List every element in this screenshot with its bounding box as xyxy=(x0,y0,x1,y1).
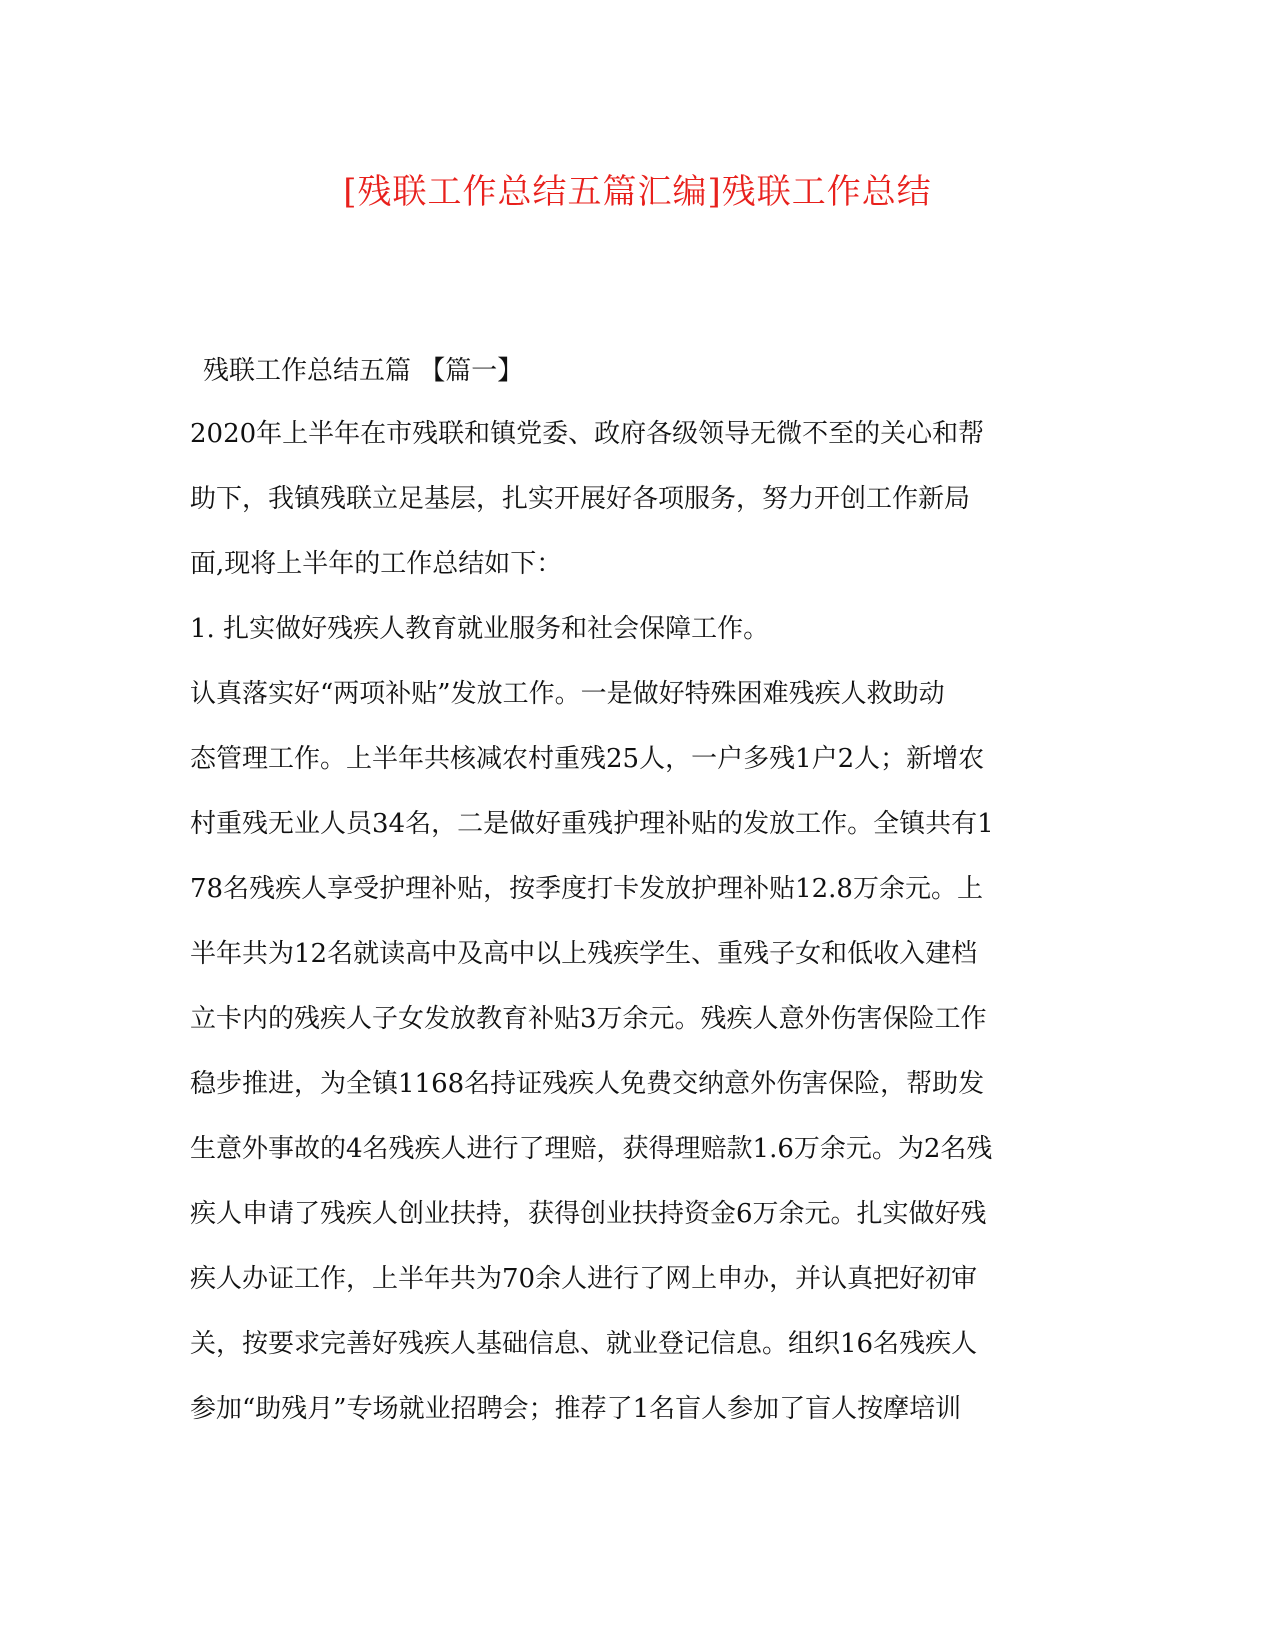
body-line: 78名残疾人享受护理补贴，按季度打卡发放护理补贴12.8万余元。上 xyxy=(190,874,983,904)
body-line: 半年共为12名就读高中及高中以上残疾学生、重残子女和低收入建档 xyxy=(190,939,978,969)
body-text xyxy=(190,417,1080,1457)
body-line: 参加“助残月”专场就业招聘会；推荐了1名盲人参加了盲人按摩培训 xyxy=(190,1394,962,1424)
body-line: 立卡内的残疾人子女发放教育补贴3万余元。残疾人意外伤害保险工作 xyxy=(190,1004,987,1034)
body-line: 面,现将上半年的工作总结如下： xyxy=(190,549,563,579)
body-line: 2020年上半年在市残联和镇党委、政府各级领导无微不至的关心和帮 xyxy=(190,419,985,449)
body-line: 关，按要求完善好残疾人基础信息、就业登记信息。组织16名残疾人 xyxy=(190,1329,978,1359)
body-line: 认真落实好“两项补贴”发放工作。一是做好特殊困难残疾人救助动 xyxy=(190,679,945,709)
body-line: 村重残无业人员34名，二是做好重残护理补贴的发放工作。全镇共有1 xyxy=(190,809,994,839)
document-title: [残联工作总结五篇汇编]残联工作总结 xyxy=(343,172,932,212)
body-line: 态管理工作。上半年共核减农村重残25人，一户多残1户2人；新增农 xyxy=(190,744,985,774)
body-line: 疾人办证工作，上半年共为70余人进行了网上申办，并认真把好初审 xyxy=(190,1264,978,1294)
body-line: 助下，我镇残联立足基层，扎实开展好各项服务，努力开创工作新局 xyxy=(190,484,971,514)
body-line: 疾人申请了残疾人创业扶持，获得创业扶持资金6万余元。扎实做好残 xyxy=(190,1199,987,1229)
body-line: 1. 扎实做好残疾人教育就业服务和社会保障工作。 xyxy=(190,614,770,644)
body-line: 稳步推进，为全镇1168名持证残疾人免费交纳意外伤害保险，帮助发 xyxy=(190,1069,985,1099)
section-heading: 残联工作总结五篇 【篇一】 xyxy=(203,356,524,386)
body-line: 生意外事故的4名残疾人进行了理赔，获得理赔款1.6万余元。为2名残 xyxy=(190,1134,993,1164)
